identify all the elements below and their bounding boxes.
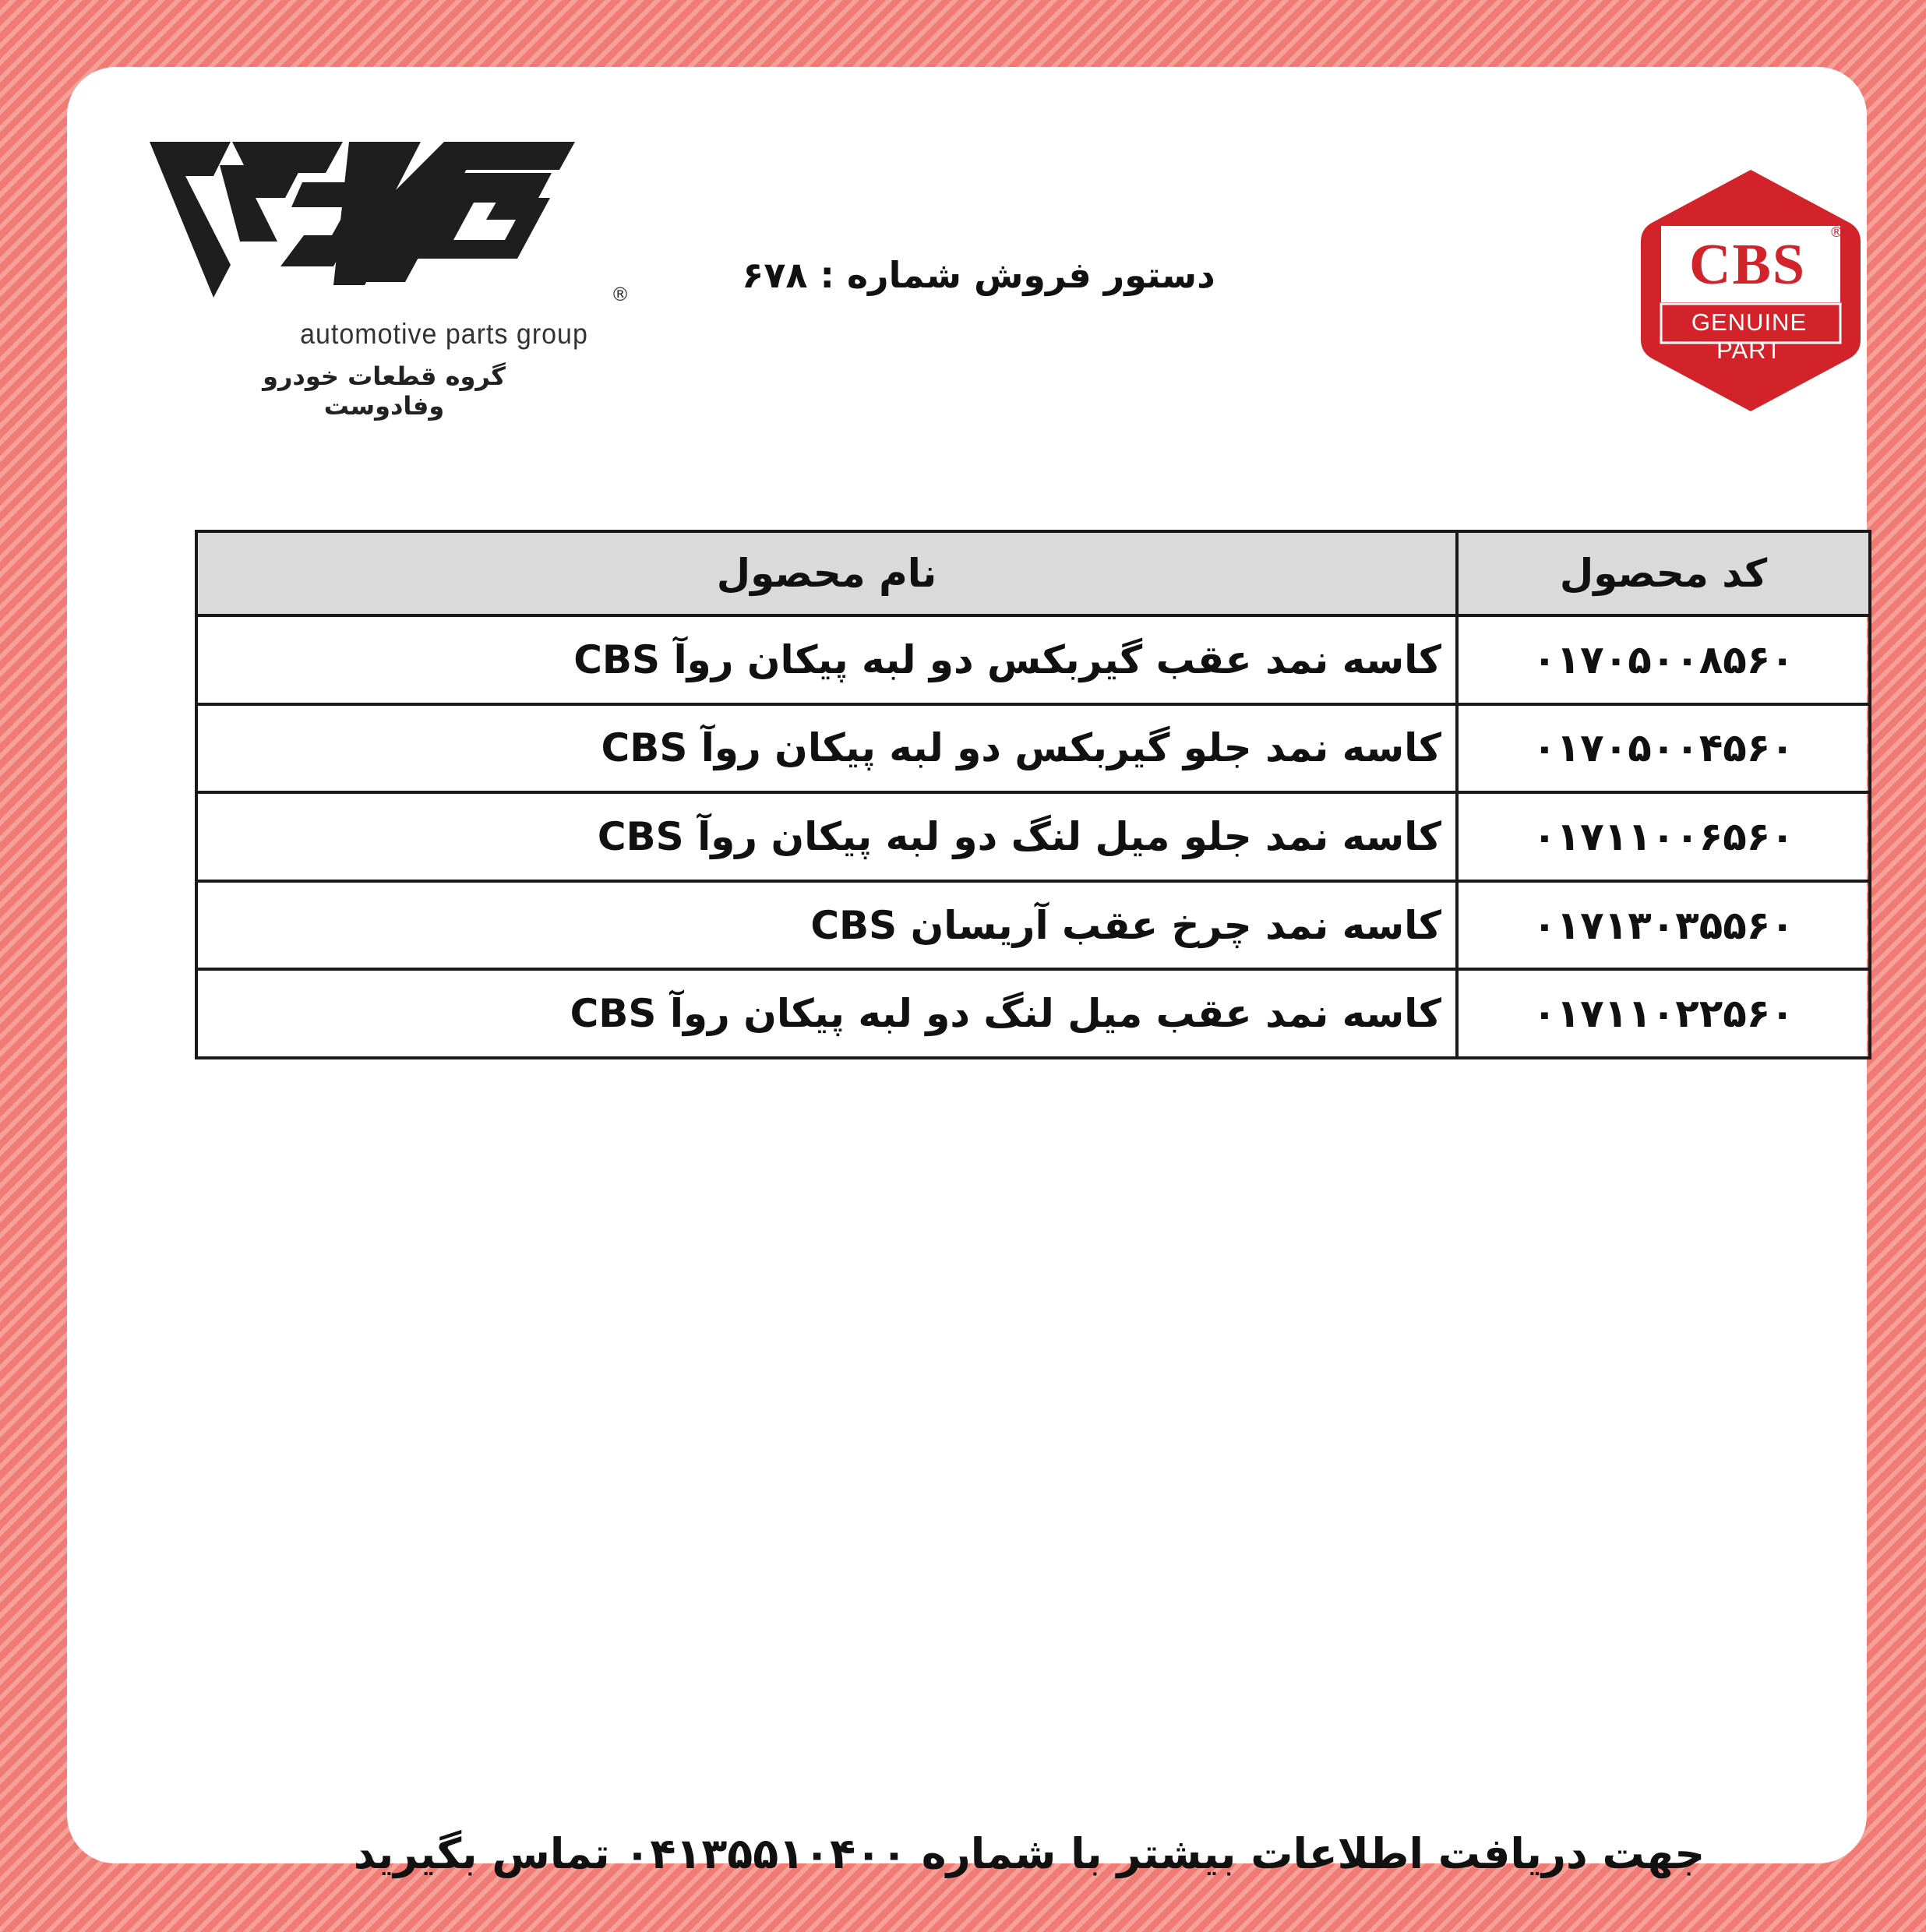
product-code: ۰۱۷۰۵۰۰۴۵۶۰ [1457, 704, 1870, 793]
gsvg-logo [139, 142, 630, 421]
product-name: کاسه نمد عقب گیربکس دو لبه پیکان روآ CBS [196, 615, 1457, 704]
table-row [196, 704, 1870, 793]
gsvg-tagline-fa: گروه قطعات خودرو وفادوست [263, 361, 506, 421]
registered-icon: ® [611, 284, 630, 305]
cbs-logo [1638, 167, 1864, 414]
gsvg-logo-mark-icon [139, 142, 622, 329]
product-code: ۰۱۷۰۵۰۰۸۵۶۰ [1457, 615, 1870, 704]
content-card [67, 67, 1867, 1878]
cbs-logo-text: CBS [1689, 233, 1806, 297]
product-name: کاسه نمد چرخ عقب آریسان CBS [196, 881, 1457, 970]
table-header-row [196, 531, 1870, 615]
table-row [196, 792, 1870, 881]
header-product-code: کد محصول [1457, 531, 1870, 615]
product-name: کاسه نمد جلو گیربکس دو لبه پیکان روآ CBS [196, 704, 1457, 793]
gsvg-tagline-en: automotive parts group [300, 318, 588, 351]
product-table [195, 530, 1871, 1059]
product-code: ۰۱۷۱۱۰۰۶۵۶۰ [1457, 792, 1870, 881]
header-product-name: نام محصول [196, 531, 1457, 615]
page-title: دستور فروش شماره : ۶۷۸ [742, 254, 1215, 296]
product-code: ۰۱۷۱۳۰۳۵۵۶۰ [1457, 881, 1870, 970]
registered-icon: ® [1829, 224, 1843, 241]
product-name: کاسه نمد جلو میل لنگ دو لبه پیکان روآ CBS [196, 792, 1457, 881]
cbs-genuine-part: GENUINE PART [1691, 308, 1808, 364]
contact-footer: جهت دریافت اطلاعات بیشتر با شماره ۰۴۱۳۵۵۱۰۴۰۰ تماس بگیرید [353, 1829, 1706, 1878]
product-code: ۰۱۷۱۱۰۲۲۵۶۰ [1457, 969, 1870, 1058]
table-row [196, 615, 1870, 704]
product-name: کاسه نمد عقب میل لنگ دو لبه پیکان روآ CBS [196, 969, 1457, 1058]
table-row [196, 969, 1870, 1058]
table-row [196, 881, 1870, 970]
